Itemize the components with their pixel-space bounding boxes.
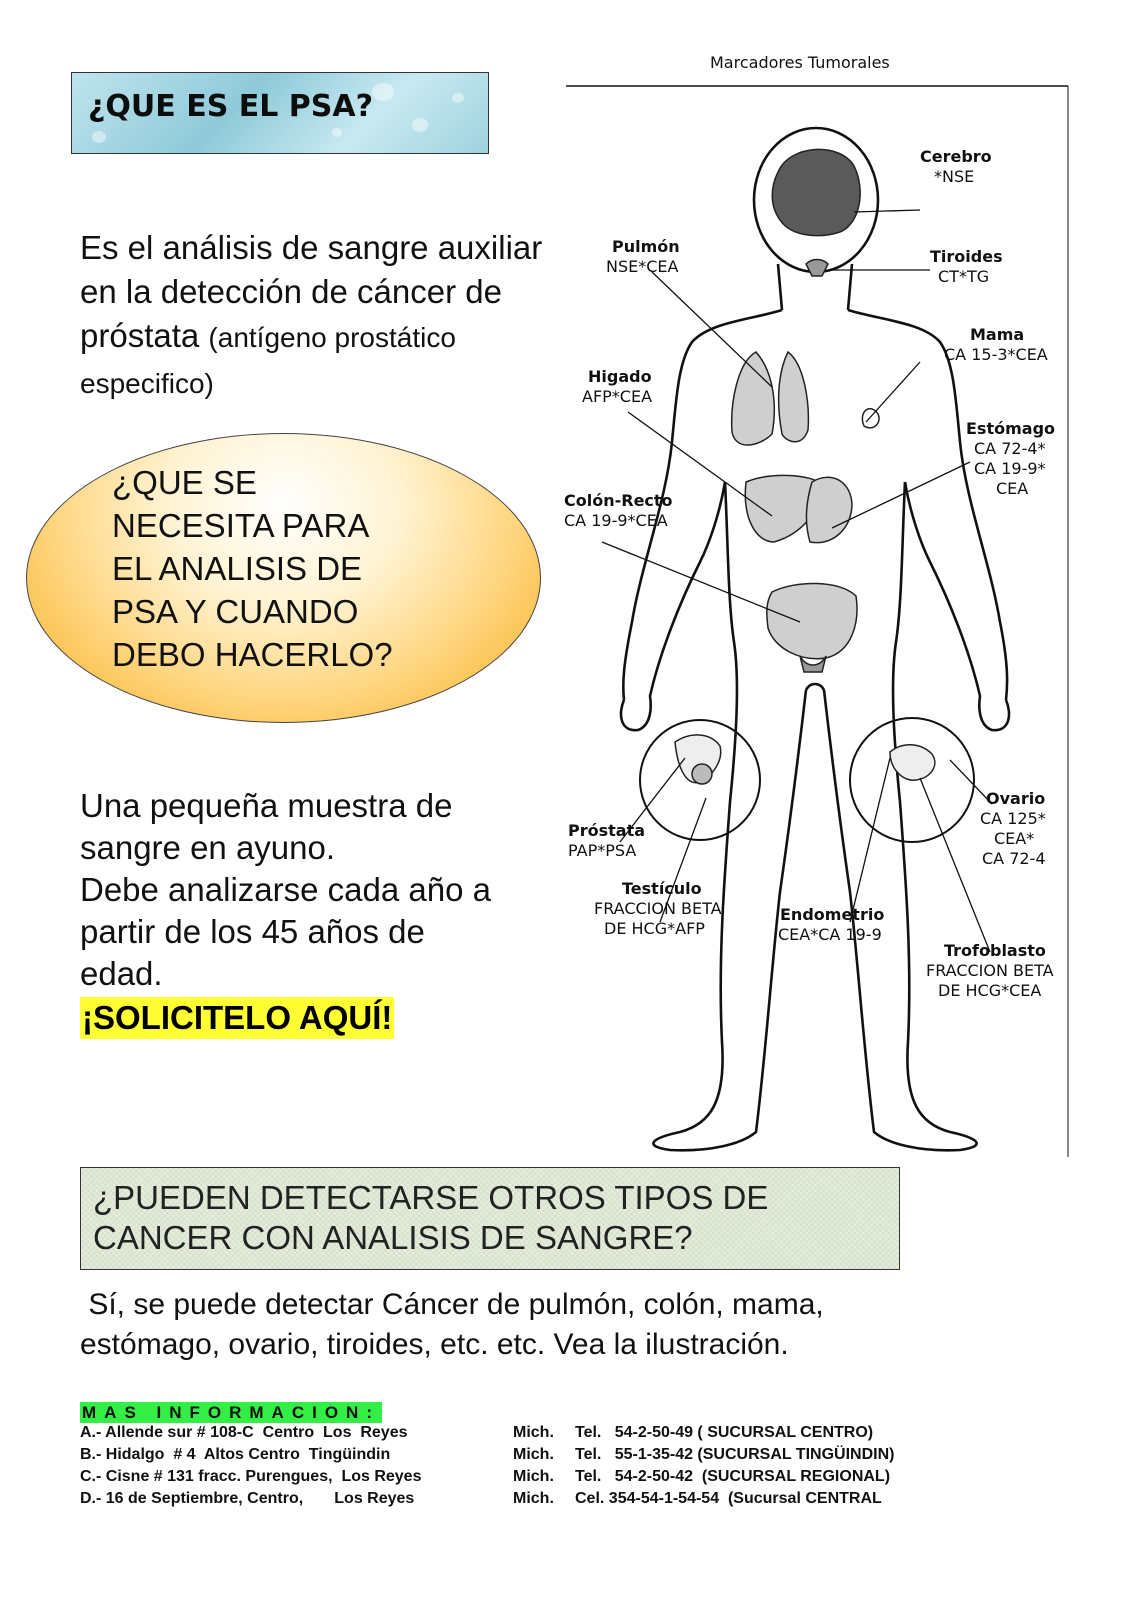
request-here-callout: ¡SOLICITELO AQUÍ! (80, 997, 394, 1039)
label-testiculo: Testículo (622, 879, 702, 898)
marker-endometrio: CEA*CA 19-9 (778, 925, 882, 944)
breast-detail (862, 409, 879, 428)
branch-phone: Tel. 55-1-35-42 (SUCURSAL TINGÜINDIN) (575, 1446, 895, 1463)
sample-line: partir de los 45 años de (80, 913, 425, 950)
intestine (767, 583, 857, 658)
marker-estomago-3: CEA (996, 479, 1029, 498)
branch-address: D.- 16 de Septiembre, Centro, Los Reyes (80, 1490, 415, 1507)
marker-mama: CA 15-3*CEA (944, 345, 1048, 364)
other-cancers-question-box (80, 1167, 900, 1270)
question-line: EL ANALISIS DE (112, 550, 363, 587)
branch-state: Mich. (513, 1424, 554, 1441)
branch-address: A.- Allende sur # 108-C Centro Los Reyes (80, 1424, 408, 1441)
branch-phone: Tel. 54-2-50-49 ( SUCURSAL CENTRO) (575, 1424, 874, 1441)
organs (675, 149, 935, 784)
marker-ovario-3: CA 72-4 (982, 849, 1046, 868)
marker-ovario-1: CA 125* (980, 809, 1046, 828)
branch-list (80, 1424, 1080, 1512)
organ-labels (564, 147, 1055, 1000)
thyroid (806, 260, 828, 277)
lung-right (779, 352, 809, 442)
sample-line: Debe analizarse cada año a (80, 871, 491, 908)
branch-address: B.- Hidalgo # 4 Altos Centro Tingüindin (80, 1446, 391, 1463)
question-line: ¿PUEDEN DETECTARSE OTROS TIPOS DE (93, 1179, 769, 1216)
branch-state: Mich. (513, 1446, 554, 1463)
question-line: NECESITA PARA (112, 507, 370, 544)
marker-pulmon: NSE*CEA (606, 257, 679, 276)
branch-row (80, 1490, 1080, 1512)
question-line: CANCER CON ANALISIS DE SANGRE? (93, 1219, 693, 1256)
label-pulmon: Pulmón (612, 237, 680, 256)
stomach (806, 477, 852, 542)
lung-left (732, 352, 775, 445)
sample-paragraph (80, 785, 580, 1039)
tumor-markers-figure (560, 42, 1080, 1162)
answer-paragraph (80, 1285, 1020, 1365)
label-cerebro: Cerebro (920, 147, 992, 166)
sample-line: edad. (80, 955, 163, 992)
question-line: ¿QUE SE (112, 464, 257, 501)
other-cancers-question (93, 1178, 883, 1258)
marker-trofoblasto-2: DE HCG*CEA (938, 981, 1042, 1000)
marker-estomago-1: CA 72-4* (974, 439, 1046, 458)
marker-prostata: PAP*PSA (568, 841, 637, 860)
answer-line: estómago, ovario, tiroides, etc. etc. Vea la ilustración. (80, 1328, 789, 1361)
branch-row (80, 1424, 1080, 1446)
label-ovario: Ovario (986, 789, 1046, 808)
marker-colon: CA 19-9*CEA (564, 511, 668, 530)
label-endometrio: Endometrio (780, 905, 885, 924)
label-colon: Colón-Recto (564, 491, 673, 510)
label-tiroides: Tiroides (930, 247, 1003, 266)
body-illustration (560, 42, 1080, 1162)
marker-trofoblasto-1: FRACCION BETA (926, 961, 1054, 980)
branch-state: Mich. (513, 1490, 554, 1507)
marker-tiroides: CT*TG (938, 267, 990, 286)
page-title: ¿QUE ES EL PSA? (88, 89, 374, 124)
figure-caption: Marcadores Tumorales (710, 53, 890, 72)
sample-line: sangre en ayuno. (80, 829, 336, 866)
branch-address: C.- Cisne # 131 fracc. Purengues, Los Reyes (80, 1468, 422, 1485)
title-box (71, 72, 489, 154)
branch-row (80, 1446, 1080, 1468)
leader-lines (602, 210, 992, 952)
intro-paragraph (80, 226, 560, 406)
marker-ovario-2: CEA* (994, 829, 1035, 848)
branch-row (80, 1468, 1080, 1490)
label-higado: Higado (588, 367, 652, 386)
marker-testiculo-2: DE HCG*AFP (604, 919, 705, 938)
sample-line: Una pequeña muestra de (80, 787, 453, 824)
branch-state: Mich. (513, 1468, 554, 1485)
marker-estomago-2: CA 19-9* (974, 459, 1046, 478)
more-info-heading: MAS INFORMACION: (82, 1403, 380, 1422)
marker-higado: AFP*CEA (582, 387, 653, 406)
label-prostata: Próstata (568, 821, 646, 840)
label-mama: Mama (970, 325, 1025, 344)
brain (772, 149, 860, 235)
question-line: DEBO HACERLO? (112, 636, 393, 673)
branch-phone: Tel. 54-2-50-42 (SUCURSAL REGIONAL) (575, 1468, 891, 1485)
intro-parenthetical: (antígeno prostático especifico) (80, 322, 456, 399)
marker-testiculo-1: FRACCION BETA (594, 899, 722, 918)
answer-line: Sí, se puede detectar Cáncer de pulmón, colón, mama, (80, 1288, 824, 1321)
question-line: PSA Y CUANDO (112, 593, 359, 630)
branch-phone: Cel. 354-54-1-54-54 (Sucursal CENTRAL (575, 1490, 882, 1507)
marker-cerebro: *NSE (934, 167, 975, 186)
intro-text: Es el análisis de sangre auxiliar en la detección de cáncer de próstata (80, 229, 543, 354)
question-ellipse-text (112, 461, 472, 676)
label-trofoblasto: Trofoblasto (944, 941, 1046, 960)
label-estomago: Estómago (966, 419, 1056, 438)
